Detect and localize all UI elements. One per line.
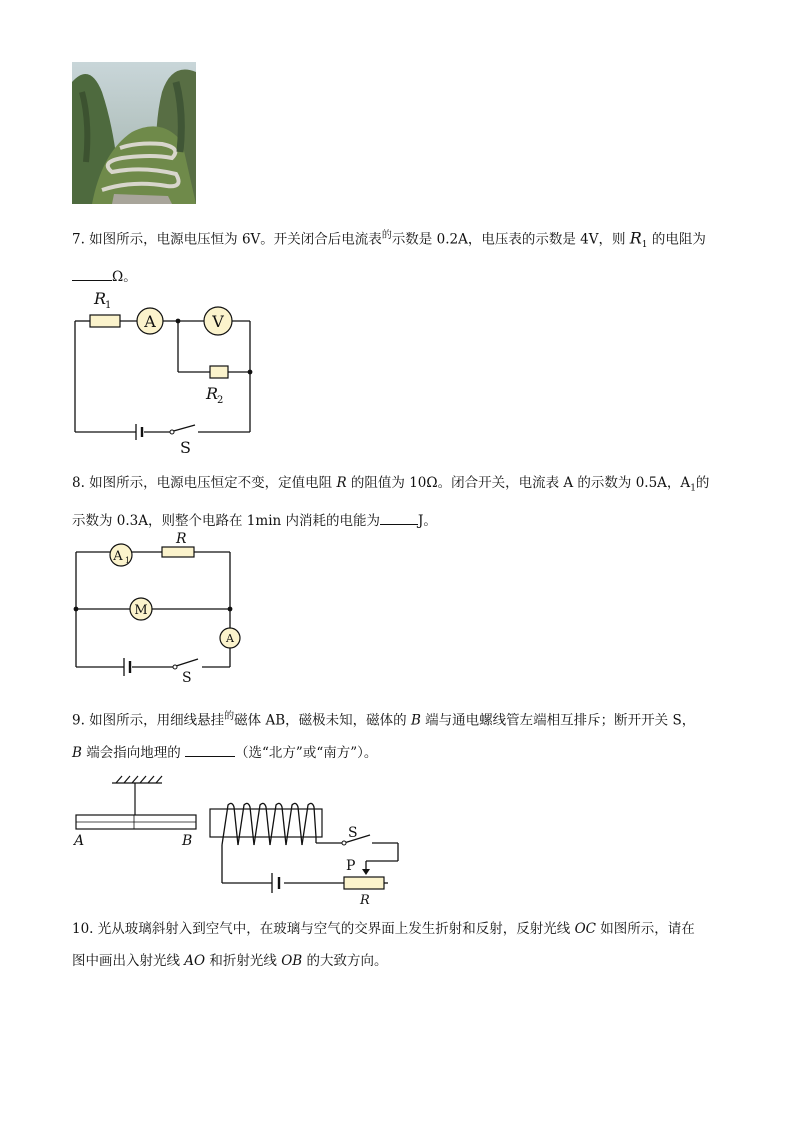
q9-line2-end: （选“北方”或“南方”）。	[235, 744, 378, 761]
q7-r2-label: R	[206, 384, 219, 403]
q8-unit: J。	[418, 512, 437, 529]
q7-r1-label: R	[94, 289, 107, 308]
q7-text-start: 7. 如图所示，电源电压恒为 6V。开关闭合后电流表	[72, 231, 382, 248]
q9-answer-blank[interactable]	[185, 756, 235, 757]
q9-slider-label: P	[346, 858, 356, 874]
q10-ray-ao: AO	[184, 953, 206, 969]
q10-line2-end: 的大致方向。	[302, 953, 388, 969]
q8-text-start: 8. 如图所示，电源电压恒定不变，定值电阻	[72, 475, 337, 491]
q10-line2-middle: 和折射光线	[205, 953, 282, 969]
question-7	[72, 220, 722, 293]
q7-variable-r: R	[629, 228, 642, 248]
q8-resistor-label: R	[176, 531, 187, 547]
q7-ammeter-label: A	[144, 312, 156, 331]
q7-voltmeter-label: V	[212, 312, 224, 331]
mountain-road-photo	[72, 62, 196, 204]
q9-magnet-solenoid-diagram	[72, 773, 412, 908]
q8-resistor-r	[162, 547, 194, 557]
q8-motor-label: M	[134, 603, 148, 618]
q10-line2-start: 图中画出入射光线	[72, 953, 185, 969]
q9-b-end-1: B	[410, 712, 421, 729]
q9-text-middle: 磁体 AB，磁极未知，磁体的	[234, 712, 411, 729]
q9-text-end: 端与通电螺线管左端相互排斥；断开开关 S，	[420, 712, 696, 729]
q8-switch-label: S	[182, 670, 192, 686]
q7-r2-sub: 2	[217, 395, 224, 406]
q8-circuit-diagram	[70, 530, 250, 690]
q9-text-start: 9. 如图所示，用细线悬挂	[72, 712, 225, 729]
q8-a1-label: A	[113, 549, 123, 564]
q7-text-end: 的电阻为	[647, 231, 706, 248]
q8-answer-blank[interactable]	[380, 524, 418, 525]
q8-a1-sub: 1	[690, 483, 696, 494]
q8-variable-r: R	[336, 475, 347, 491]
q8-text-end: 的	[695, 475, 710, 491]
q7-resistor-r1	[90, 315, 120, 327]
q7-switch-label: S	[180, 438, 191, 457]
question-8	[72, 467, 722, 537]
q7-unit: Ω。	[112, 269, 137, 286]
q8-text-middle: 的阻值为 10Ω。闭合开关，电流表 A 的示数为 0.5A，A	[346, 475, 691, 491]
q9-end-b-label: B	[182, 833, 193, 849]
q10-text-end: 如图所示，请在	[595, 921, 695, 937]
q9-end-a-label: A	[74, 833, 85, 849]
q8-a1-label-sub: 1	[125, 556, 131, 565]
q7-resistor-r2	[210, 366, 228, 378]
q10-ray-oc: OC	[574, 921, 596, 937]
q9-switch-label: S	[348, 825, 358, 841]
question-10	[72, 913, 722, 977]
q7-text-middle: 示数是 0.2A，电压表的示数是 4V，则	[391, 231, 630, 248]
q8-line2-text: 示数为 0.3A，则整个电路在 1min 内消耗的电能为	[72, 512, 380, 529]
question-9	[72, 701, 722, 769]
q10-text-start: 10. 光从玻璃斜射入到空气中，在玻璃与空气的交界面上发生折射和反射，反射光线	[72, 921, 575, 937]
q7-answer-blank[interactable]	[72, 280, 112, 281]
q10-ray-ob: OB	[281, 953, 303, 969]
q7-r1-sub: 1	[105, 300, 112, 311]
q9-b-end-2: B	[72, 744, 82, 761]
q9-line2-text: 端会指向地理的	[81, 744, 186, 761]
q9-rheostat-label: R	[360, 893, 370, 908]
q7-circuit-diagram	[70, 285, 260, 460]
q7-variable-sub: 1	[641, 240, 648, 251]
q9-superscript-char: 的	[224, 711, 235, 722]
q8-ammeter-label: A	[226, 632, 234, 645]
q9-rheostat	[344, 877, 384, 889]
q7-superscript-char: 的	[381, 230, 392, 241]
